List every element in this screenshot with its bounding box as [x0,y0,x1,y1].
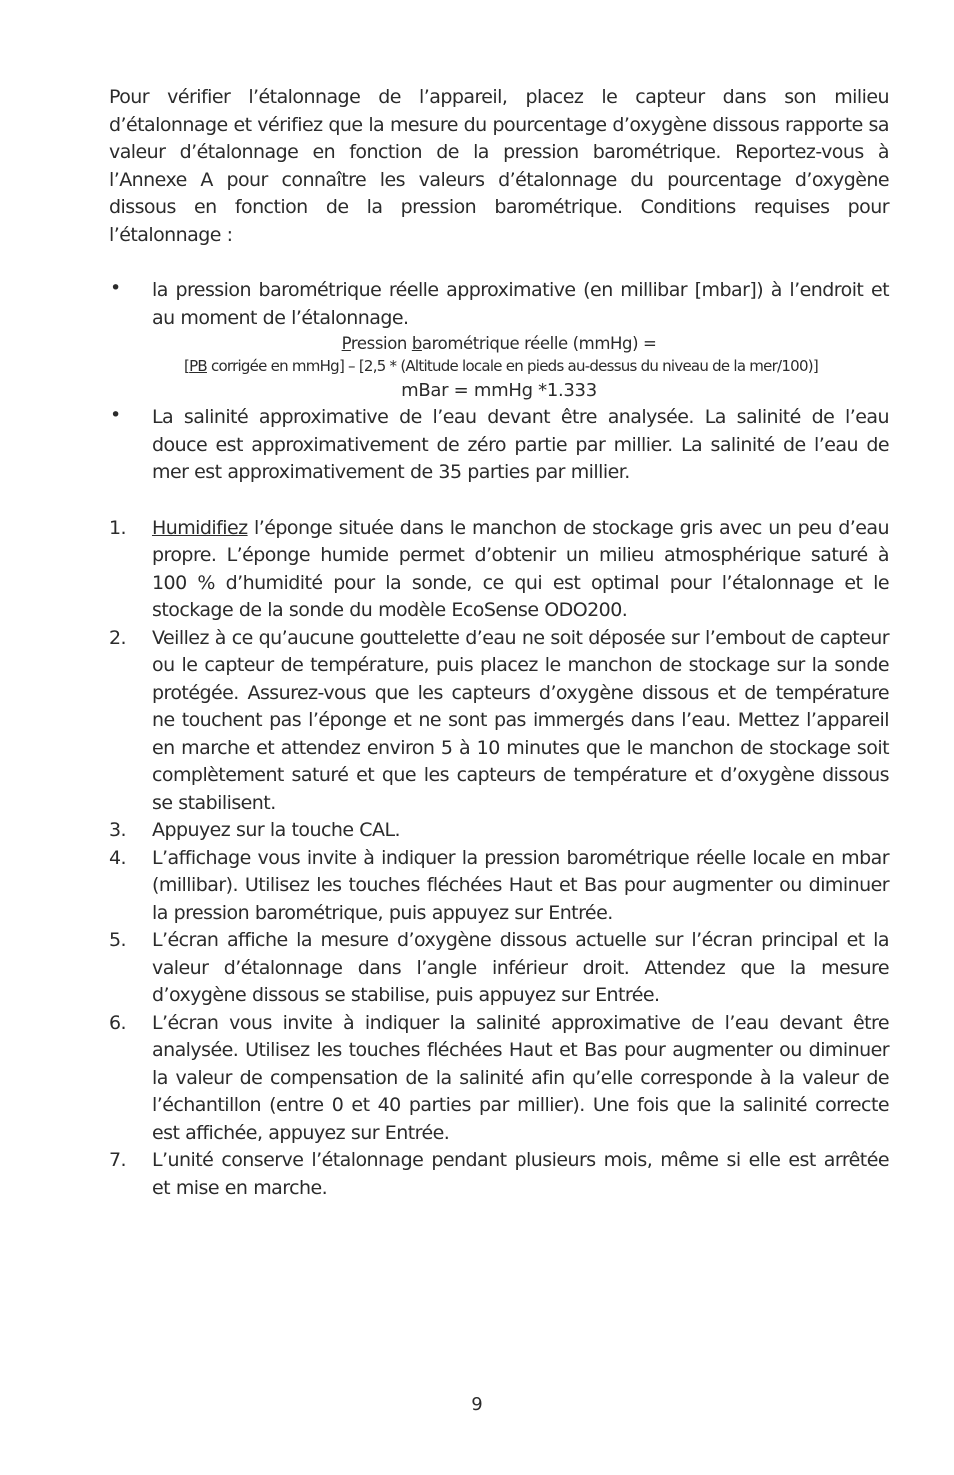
step-item-5 [109,927,889,1010]
step-number: 4. [109,846,127,869]
bullet-item-pressure [109,277,889,332]
step-text: L’écran affiche la mesure d’oxygène dissous actuelle sur l’écran principal et la valeur d’étalonnage dans l’angle inférieur droit. Attendez que la mesure d’oxygène dissous se stabilise, puis appuyez sur Entrée. [152,929,889,1006]
formula-line-3: mBar = mmHg *1.333 [401,380,597,401]
bullet-marker: • [110,404,122,426]
bullet-text: la pression barométrique réelle approximative (en millibar [mbar]) à l’endroit et au moment de l’étalonnage. [152,279,889,329]
step-text: L’affichage vous invite à indiquer la pression barométrique réelle locale en mbar (millibar). Utilisez les touches fléchées Haut et Bas pour augmenter ou diminuer la pression barométrique, puis appuyez sur Entrée. [152,846,889,924]
step-text: L’écran vous invite à indiquer la salinité approximative de l’eau devant être analysée. Utilisez les touches fléchées Haut et Bas pour augmenter ou diminuer la valeur de compensation de la salinité afin qu’elle corresponde à la valeur de l’échantillon (entre 0 et 40 parties par millier). Une fois que la salinité correcte est affichée, appuyez sur Entrée. [152,1011,889,1144]
spacer [109,487,889,515]
bullet-text: La salinité approximative de l’eau devant être analysée. La salinité de l’eau douce est approximativement de zéro partie par millier. La salinité de l’eau de mer est approximativement de 35 parties par millier. [152,406,889,483]
step-item-1 [109,515,889,625]
formula-line-1: Pression barométrique réelle (mmHg) = [341,334,657,353]
pressure-formula [109,332,889,404]
document-page [109,84,889,1202]
page-number: 9 [471,1394,483,1415]
formula-line-2: [PB corrigée en mmHg] – [2,5 * (Altitude locale en pieds au-dessus du niveau de la mer/100)] [184,357,818,375]
step-text: Veillez à ce qu’aucune gouttelette d’eau ne soit déposée sur l’embout de capteur ou le capteur de température, puis placez le manchon de stockage sur la sonde protégée. Assurez-vous que les capteurs d’oxygène dissous et de température ne touchent pas l’éponge et ne sont pas immergés dans l’eau. Mettez l’appareil en marche et attendez environ 5 à 10 minutes que le manchon de stockage soit complètement saturé et que les capteurs de température et d’oxygène dissous se stabilisent. [152,626,889,814]
step-lead-word: Humidifiez [152,516,248,539]
intro-paragraph: Pour vérifier l’étalonnage de l’appareil, placez le capteur dans son milieu d’étalonnage et vérifiez que la mesure du pourcentage d’oxygène dissous rapporte sa valeur d’étalonnage en fonction de la pression barométrique. Reportez-vous à l’Annexe A pour connaître les valeurs d’étalonnage du pourcentage d’oxygène dissous en fonction de la pression barométrique. Conditions requises pour l’étalonnage : [109,86,889,246]
step-item-7 [109,1147,889,1202]
step-text: L’unité conserve l’étalonnage pendant plusieurs mois, même si elle est arrêtée et mise en marche. [152,1149,889,1199]
step-text: Humidifiez l’éponge située dans le manchon de stockage gris avec un peu d’eau propre. L’éponge humide permet d’obtenir un milieu atmosphérique saturé à 100 % d’humidité pour la sonde, ce qui est optimal pour l’étalonnage et le stockage de la sonde du modèle EcoSense ODO200. [152,516,889,621]
step-item-3 [109,817,889,845]
step-item-2 [109,625,889,818]
step-number: 6. [109,1011,127,1034]
step-number: 1. [109,516,127,539]
step-text: Appuyez sur la touche CAL. [152,819,400,841]
bullet-marker: • [110,277,122,299]
step-number: 7. [109,1149,127,1171]
step-item-6 [109,1010,889,1148]
step-item-4 [109,845,889,928]
spacer [109,249,889,277]
step-number: 3. [109,819,127,841]
bullet-item-salinity [109,404,889,487]
step-number: 2. [109,626,127,649]
step-number: 5. [109,929,127,951]
